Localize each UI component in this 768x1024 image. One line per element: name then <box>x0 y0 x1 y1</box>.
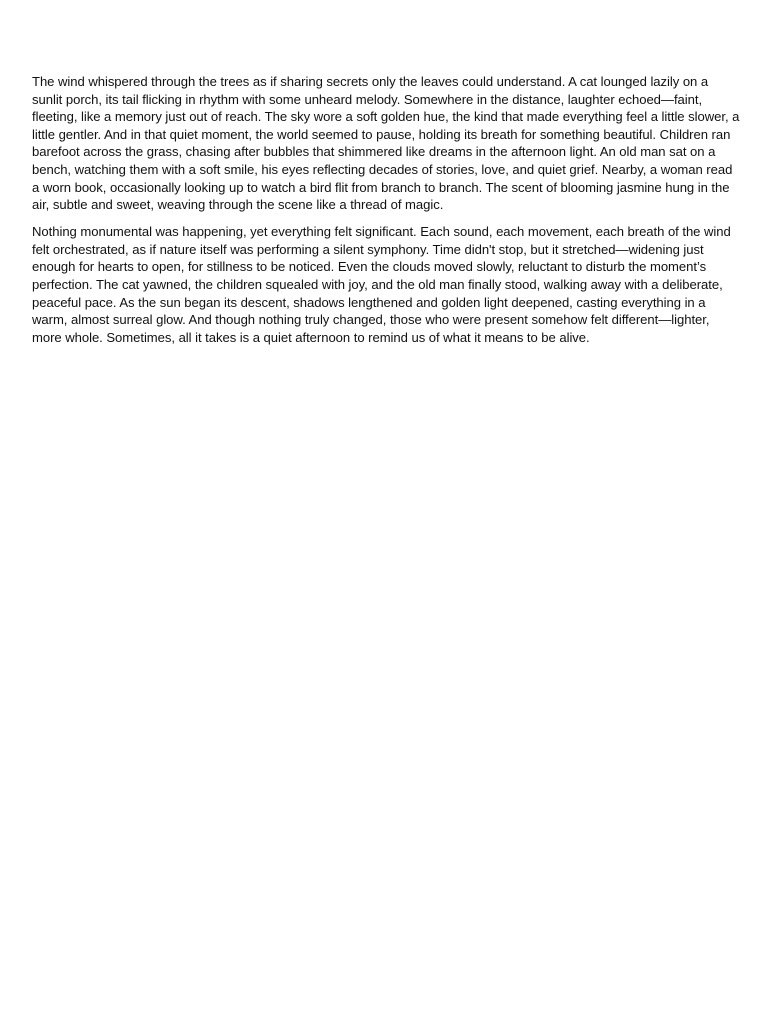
paragraph-1: The wind whispered through the trees as if sharing secrets only the leaves could understand. A cat lounged lazily on a sunlit porch, its tail flicking in rhythm with some unheard melody. Somewhere in the distance, laughter echoed—faint, fleeting, like a memory just out of reach. The sky wore a soft golden hue, the kind that made everything feel a little slower, a little gentler. And in that quiet moment, the world seemed to pause, holding its breath for something beautiful. Children ran barefoot across the grass, chasing after bubbles that shimmered like dreams in the afternoon light. An old man sat on a bench, watching them with a soft smile, his eyes reflecting decades of stories, love, and quiet grief. Nearby, a woman read a worn book, occasionally looking up to watch a bird flit from branch to branch. The scent of blooming jasmine hung in the air, subtle and sweet, weaving through the scene like a thread of magic. <box>32 74 740 213</box>
paragraph-2: Nothing monumental was happening, yet everything felt significant. Each sound, each movement, each breath of the wind felt orchestrated, as if nature itself was performing a silent symphony. Time didn't stop, but it stretched—widening just enough for hearts to open, for stillness to be noticed. Even the clouds moved slowly, reluctant to disturb the moment’s perfection. The cat yawned, the children squealed with joy, and the old man finally stood, walking away with a deliberate, peaceful pace. As the sun began its descent, shadows lengthened and golden light deepened, casting everything in a warm, almost surreal glow. And though nothing truly changed, those who were present somehow felt different—lighter, more whole. Sometimes, all it takes is a quiet afternoon to remind us of what it means to be alive. <box>32 224 731 345</box>
document-body <box>32 73 740 356</box>
